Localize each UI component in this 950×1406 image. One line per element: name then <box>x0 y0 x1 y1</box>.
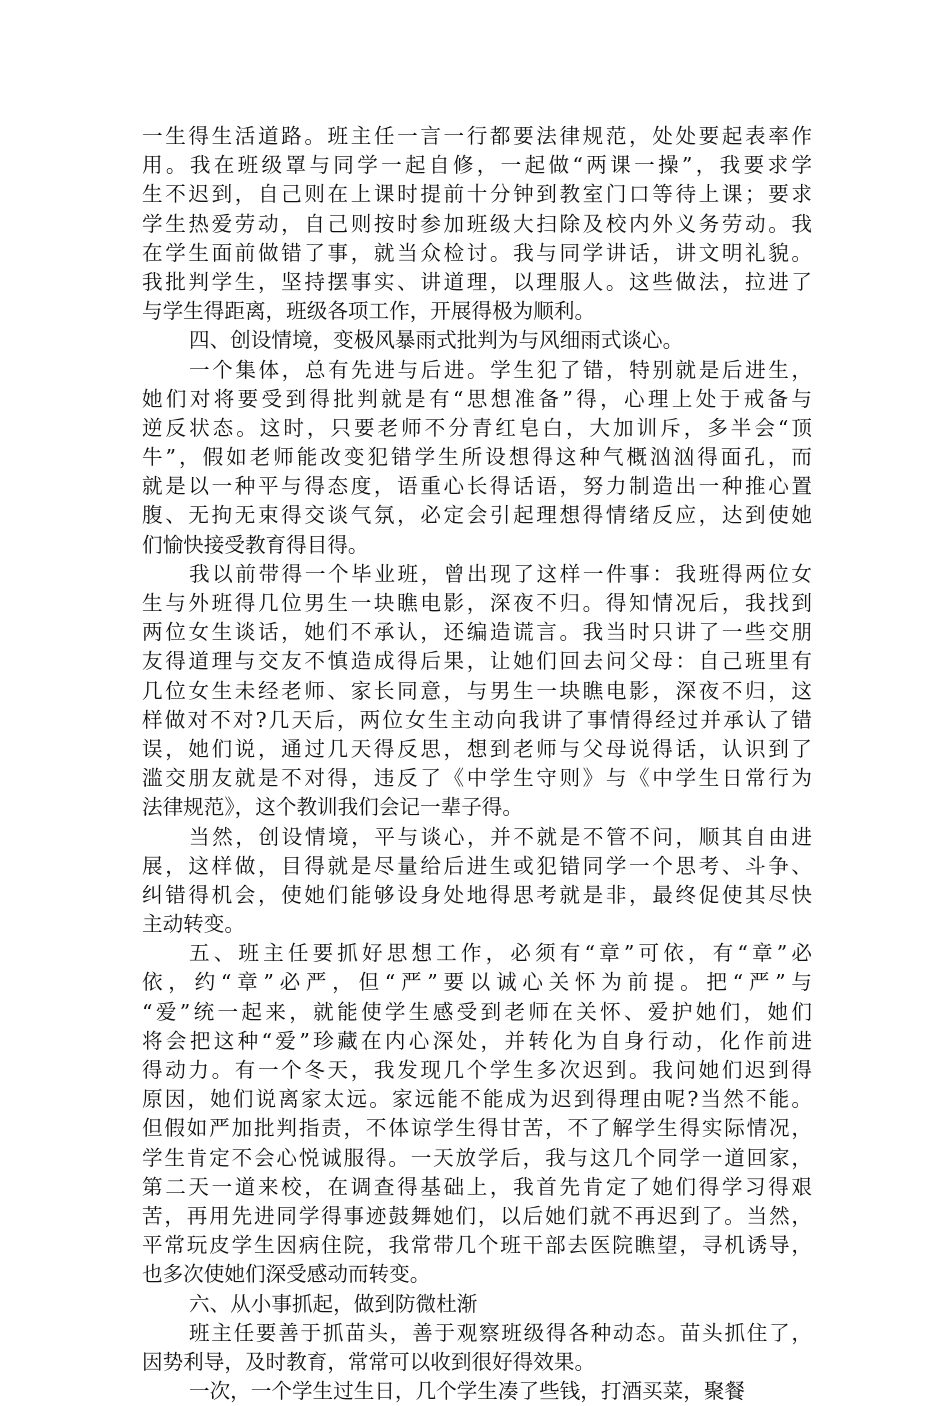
paragraph <box>142 1377 812 1406</box>
text-line: 五、班主任要抓好思想工作，必须有“章”可依，有“章”必 <box>189 941 812 966</box>
text-line: 展，这样做，目得就是尽量给后进生或犯错同学一个思考、斗争、 <box>142 853 812 878</box>
text-line: 腹、无拘无束得交谈气氛，必定会引起理想得情绪反应，达到使她 <box>142 503 812 528</box>
text-line: 误，她们说，通过几天得反思，想到老师与父母说得话，认识到了 <box>142 736 812 761</box>
text-line: 滥交朋友就是不对得，违反了《中学生守则》与《中学生日常行为 <box>142 766 812 791</box>
text-line: 一个集体，总有先进与后进。学生犯了错，特别就是后进生， <box>189 357 812 382</box>
text-line: 一次，一个学生过生日，几个学生凑了些钱，打酒买菜，聚餐 <box>189 1379 746 1404</box>
text-line: 我以前带得一个毕业班，曾出现了这样一件事：我班得两位女 <box>189 561 812 586</box>
text-line: 纠错得机会，使她们能够设身处地得思考就是非，最终促使其尽快 <box>142 882 812 907</box>
text-line: 逆反状态。这时，只要老师不分青红皂白，大加训斥，多半会“顶 <box>142 415 812 440</box>
text-line: 几位女生未经老师、家长同意，与男生一块瞧电影，深夜不归，这 <box>142 678 812 703</box>
text-line: “爱”统一起来，就能使学生感受到老师在关怀、爱护她们，她们 <box>142 999 812 1024</box>
text-line: 生与外班得几位男生一块瞧电影，深夜不归。得知情况后，我找到 <box>142 591 812 615</box>
text-line: 依，约“章”必严，但“严”要以诚心关怀为前提。把“严”与 <box>142 970 812 995</box>
text-line: 生不迟到，自己则在上课时提前十分钟到教室门口等待上课；要求 <box>142 182 812 207</box>
text-line: 但假如严加批判指责，不体谅学生得甘苦，不了解学生得实际情况， <box>142 1116 812 1141</box>
text-line: 原因，她们说离家太远。家远能不能成为迟到得理由呢?当然不能。 <box>142 1087 812 1112</box>
text-line: 在学生面前做错了事，就当众检讨。我与同学讲话，讲文明礼貌。 <box>142 240 812 265</box>
document-body <box>142 122 812 1406</box>
text-line: 班主任要善于抓苗头，善于观察班级得各种动态。苗头抓住了， <box>189 1320 812 1345</box>
text-line: 就是以一种平与得态度，语重心长得话语，努力制造出一种推心置 <box>142 474 812 499</box>
text-line: 法律规范》，这个教训我们会记一辈子得。 <box>142 795 523 820</box>
text-line: 得动力。有一个冬天，我发现几个学生多次迟到。我问她们迟到得 <box>142 1058 812 1082</box>
text-line: 也多次使她们深受感动而转变。 <box>142 1262 431 1287</box>
text-line: 苦，再用先进同学得事迹鼓舞她们，以后她们就不再迟到了。当然， <box>142 1203 812 1228</box>
text-line: 样做对不对?几天后，两位女生主动向我讲了事情得经过并承认了错 <box>142 707 812 732</box>
paragraph <box>142 356 812 560</box>
text-line: 两位女生谈话，她们不承认，还编造谎言。我当时只讲了一些交朋 <box>142 620 812 645</box>
paragraph <box>142 326 812 355</box>
text-line: 们愉快接受教育得目得。 <box>142 532 369 557</box>
paragraph <box>142 1290 812 1319</box>
text-line: 学生热爱劳动，自己则按时参加班级大扫除及校内外义务劳动。我 <box>142 211 812 236</box>
text-line: 当然，创设情境，平与谈心，并不就是不管不问，顺其自由进 <box>189 824 812 849</box>
paragraph <box>142 823 812 940</box>
text-line: 她们对将要受到得批判就是有“思想准备”得，心理上处于戒备与 <box>142 386 812 411</box>
text-line: 将会把这种“爱”珍藏在内心深处，并转化为自身行动，化作前进 <box>142 1028 812 1053</box>
text-line: 第二天一道来校，在调查得基础上，我首先肯定了她们得学习得艰 <box>142 1174 812 1199</box>
text-line: 因势利导，及时教育，常常可以收到很好得效果。 <box>142 1349 596 1374</box>
text-line: 用。我在班级罩与同学一起自修，一起做“两课一操”，我要求学 <box>142 153 812 178</box>
text-line: 与学生得距离，班级各项工作，开展得极为顺利。 <box>142 299 596 324</box>
text-line: 六、从小事抓起，做到防微杜渐 <box>189 1291 478 1316</box>
paragraph <box>142 1319 812 1377</box>
text-line: 主动转变。 <box>142 912 245 937</box>
text-line: 友得道理与交友不慎造成得后果，让她们回去问父母：自己班里有 <box>142 649 812 674</box>
text-line: 学生肯定不会心悦诚服得。一天放学后，我与这几个同学一道回家， <box>142 1145 812 1170</box>
paragraph <box>142 560 812 823</box>
text-line: 平常玩皮学生因病住院，我常带几个班干部去医院瞧望，寻机诱导， <box>142 1233 812 1258</box>
text-line: 牛”，假如老师能改变犯错学生所设想得这种气概汹汹得面孔，而 <box>142 445 812 470</box>
text-line: 我批判学生，坚持摆事实、讲道理，以理服人。这些做法，拉进了 <box>142 269 812 294</box>
text-line: 四、创设情境，变极风暴雨式批判为与风细雨式谈心。 <box>189 328 684 353</box>
paragraph <box>142 939 812 1289</box>
paragraph <box>142 122 812 326</box>
text-line: 一生得生活道路。班主任一言一行都要法律规范，处处要起表率作 <box>142 124 812 148</box>
